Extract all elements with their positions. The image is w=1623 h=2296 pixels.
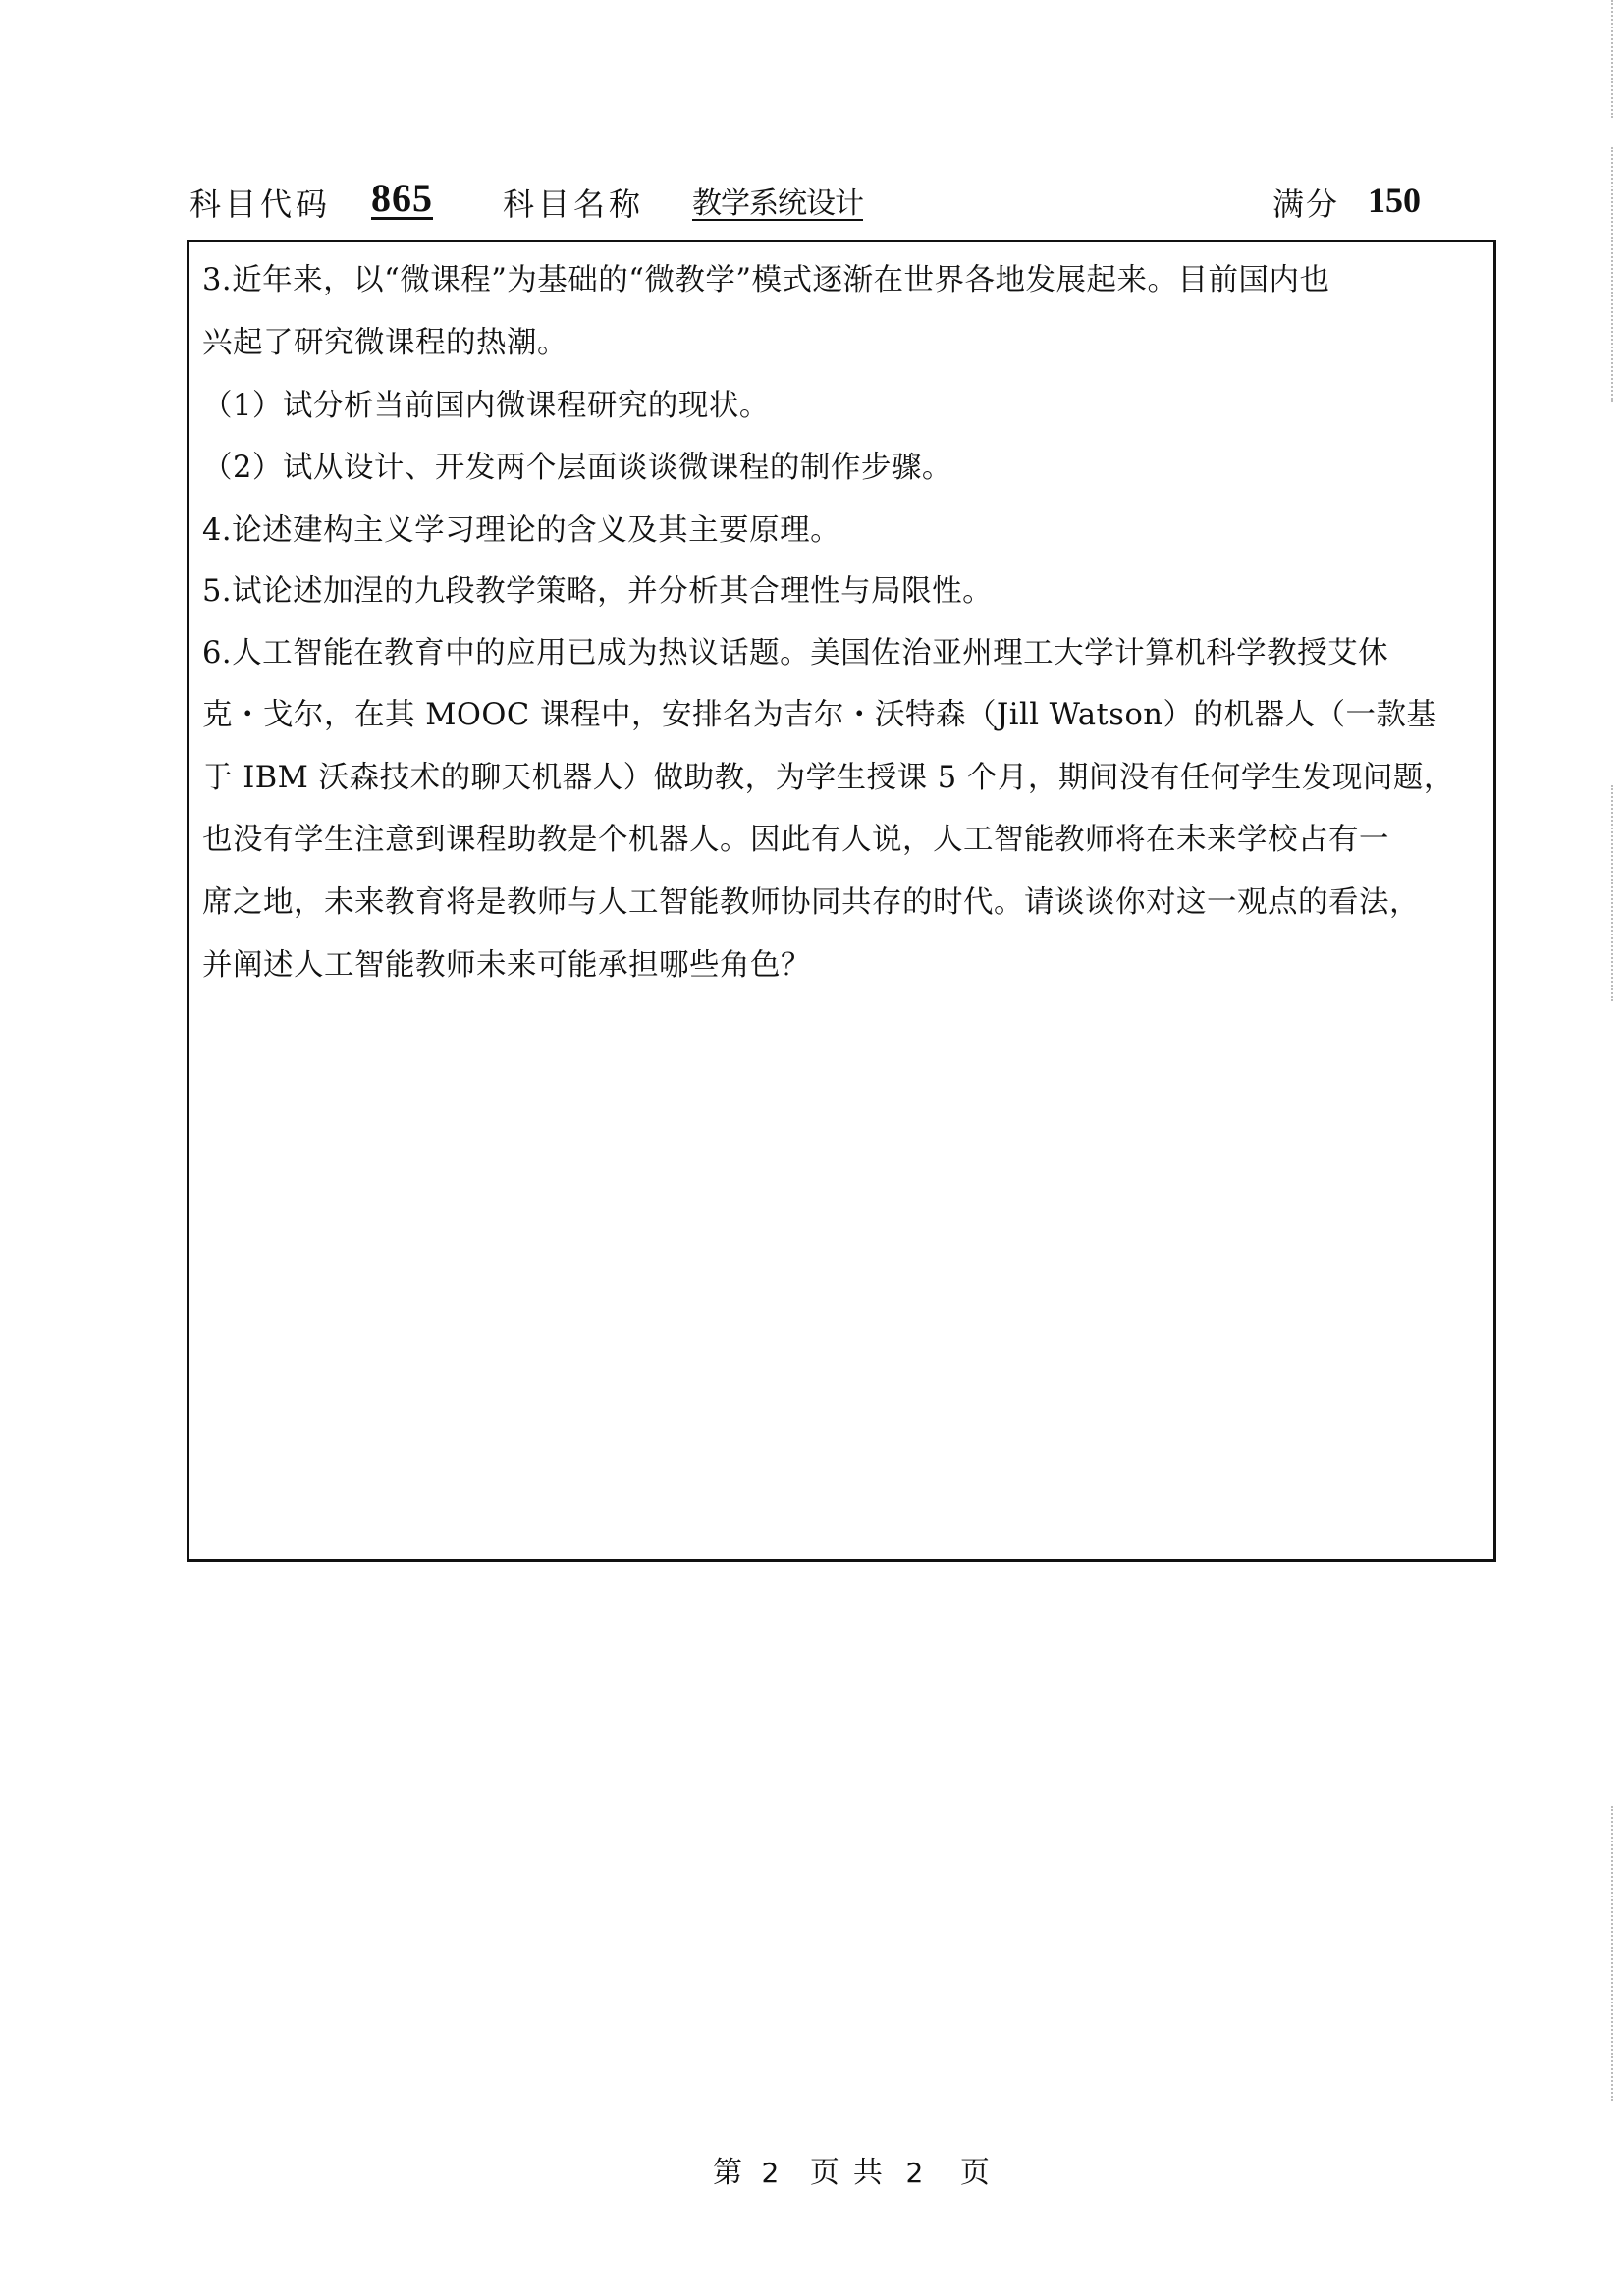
question-6-line-1: 6.人工智能在教育中的应用已成为热议话题。美国佐治亚州理工大学计算机科学教授艾休 <box>202 636 1389 670</box>
question-6-line-2: 克・戈尔，在其 MOOC 课程中，安排名为吉尔・沃特森（Jill Watson）的机器人（一款基 <box>202 698 1437 732</box>
footer-total-pages: 2 <box>905 2157 924 2189</box>
scan-edge-mark <box>1611 785 1615 1001</box>
subject-code: 865 <box>371 176 433 220</box>
question-3-line-1: 3.近年来，以“微课程”为基础的“微教学”模式逐渐在世界各地发展起来。目前国内也 <box>202 263 1330 297</box>
question-6-line-6: 并阐述人工智能教师未来可能承担哪些角色？ <box>202 948 811 983</box>
page-footer <box>713 2154 990 2193</box>
footer-prefix: 第 <box>713 2156 742 2190</box>
scan-edge-mark <box>1611 147 1615 402</box>
question-6-line-4: 也没有学生注意到课程助教是个机器人。因此有人说，人工智能教师将在未来学校占有一 <box>202 823 1389 857</box>
footer-suffix: 页 <box>959 2156 990 2190</box>
question-5: 5.试论述加涅的九段教学策略，并分析其合理性与局限性。 <box>202 574 994 609</box>
subject-name: 教学系统设计 <box>692 187 863 221</box>
full-score-label: 满分 <box>1272 186 1340 223</box>
question-6-line-3: 于 IBM 沃森技术的聊天机器人）做助教，为学生授课 5 个月，期间没有任何学生发现问题， <box>202 761 1454 795</box>
full-score: 150 <box>1368 181 1421 220</box>
subject-name-label: 科目名称 <box>503 186 645 223</box>
scan-edge-mark <box>1611 0 1615 118</box>
question-6-line-5: 席之地，未来教育将是教师与人工智能教师协同共存的时代。请谈谈你对这一观点的看法， <box>202 885 1420 920</box>
question-box <box>187 240 1496 1562</box>
question-4: 4.论述建构主义学习理论的含义及其主要原理。 <box>202 513 841 548</box>
subject-code-label: 科目代码 <box>189 186 332 223</box>
footer-page-number: 2 <box>761 2157 780 2189</box>
question-3-line-2: 兴起了研究微课程的热潮。 <box>202 326 568 360</box>
question-3-sub-2: （2）试从设计、开发两个层面谈谈微课程的制作步骤。 <box>202 451 952 485</box>
scan-edge-mark <box>1611 1806 1615 2101</box>
question-3-sub-1: （1）试分析当前国内微课程研究的现状。 <box>202 389 770 423</box>
footer-middle: 页共 <box>809 2156 896 2190</box>
